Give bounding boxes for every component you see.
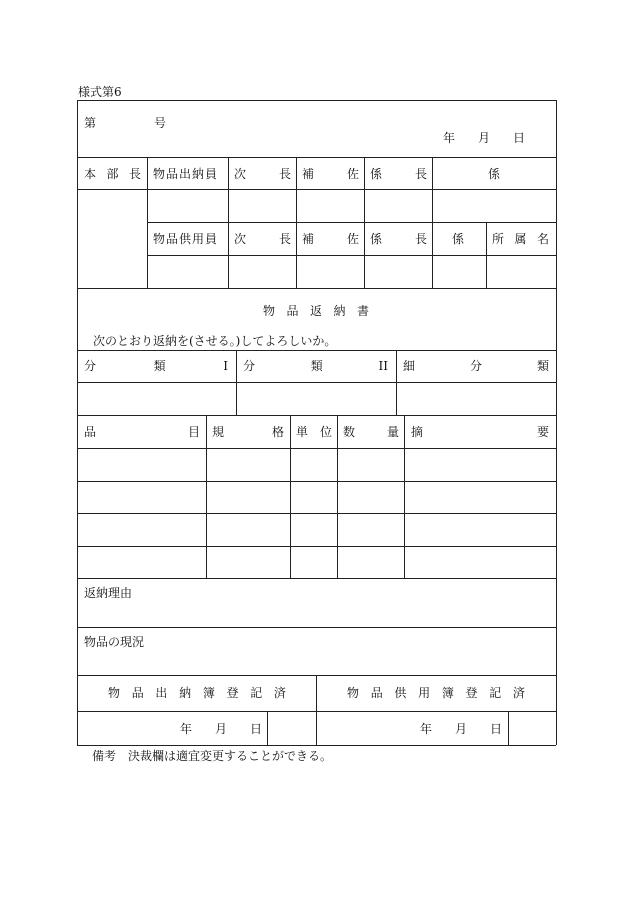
return-reason-label: 返納理由 xyxy=(84,586,133,600)
jicho-label: 次 長 xyxy=(234,167,291,181)
remarks: 備考 決裁欄は適宜変更することができる。 xyxy=(92,749,333,763)
kakaricho-label-2: 係 長 xyxy=(370,232,427,246)
header-date: 年 月 日 xyxy=(443,131,525,145)
jicho-label-2: 次 長 xyxy=(234,232,291,246)
hinmoku-header: 品 目 xyxy=(84,425,200,439)
hosa-label-2: 補 佐 xyxy=(302,232,359,246)
document-title: 物 品 返 納 書 xyxy=(263,304,369,318)
form-label: 様式第6 xyxy=(78,85,122,99)
shozoku-label: 所 属 名 xyxy=(492,232,549,246)
condition-label: 物品の現況 xyxy=(84,635,145,649)
tani-header: 単 位 xyxy=(296,425,332,439)
shutsuno-ledger-title: 物 品 出 納 簿 登 記 済 xyxy=(108,686,286,700)
hosa-label: 補 佐 xyxy=(302,167,359,181)
kakari-label-2: 係 xyxy=(452,232,465,246)
honbucho-label: 本 部 長 xyxy=(84,167,141,181)
kyoyoin-label: 物品供用員 xyxy=(153,232,219,246)
saibunrui-header: 細 分 類 xyxy=(403,359,549,373)
bunrui-2-header: 分 類 II xyxy=(243,359,388,373)
tekiyo-header: 摘 要 xyxy=(411,425,549,439)
kyoyo-ledger-title: 物 品 供 用 簿 登 記 済 xyxy=(347,686,525,700)
suryo-header: 数 量 xyxy=(343,425,399,439)
kakari-label: 係 xyxy=(488,167,501,181)
kikaku-header: 規 格 xyxy=(212,425,284,439)
request-text: 次のとおり返納を(させる。)してよろしいか。 xyxy=(93,334,337,348)
kyoyo-ledger-date: 年 月 日 xyxy=(420,722,502,736)
document-number-label: 第 号 xyxy=(84,116,166,130)
shutsunoin-label: 物品出納員 xyxy=(153,167,219,181)
bunrui-1-header: 分 類 I xyxy=(84,359,228,373)
kakaricho-label: 係 長 xyxy=(370,167,427,181)
shutsuno-ledger-date: 年 月 日 xyxy=(180,722,262,736)
